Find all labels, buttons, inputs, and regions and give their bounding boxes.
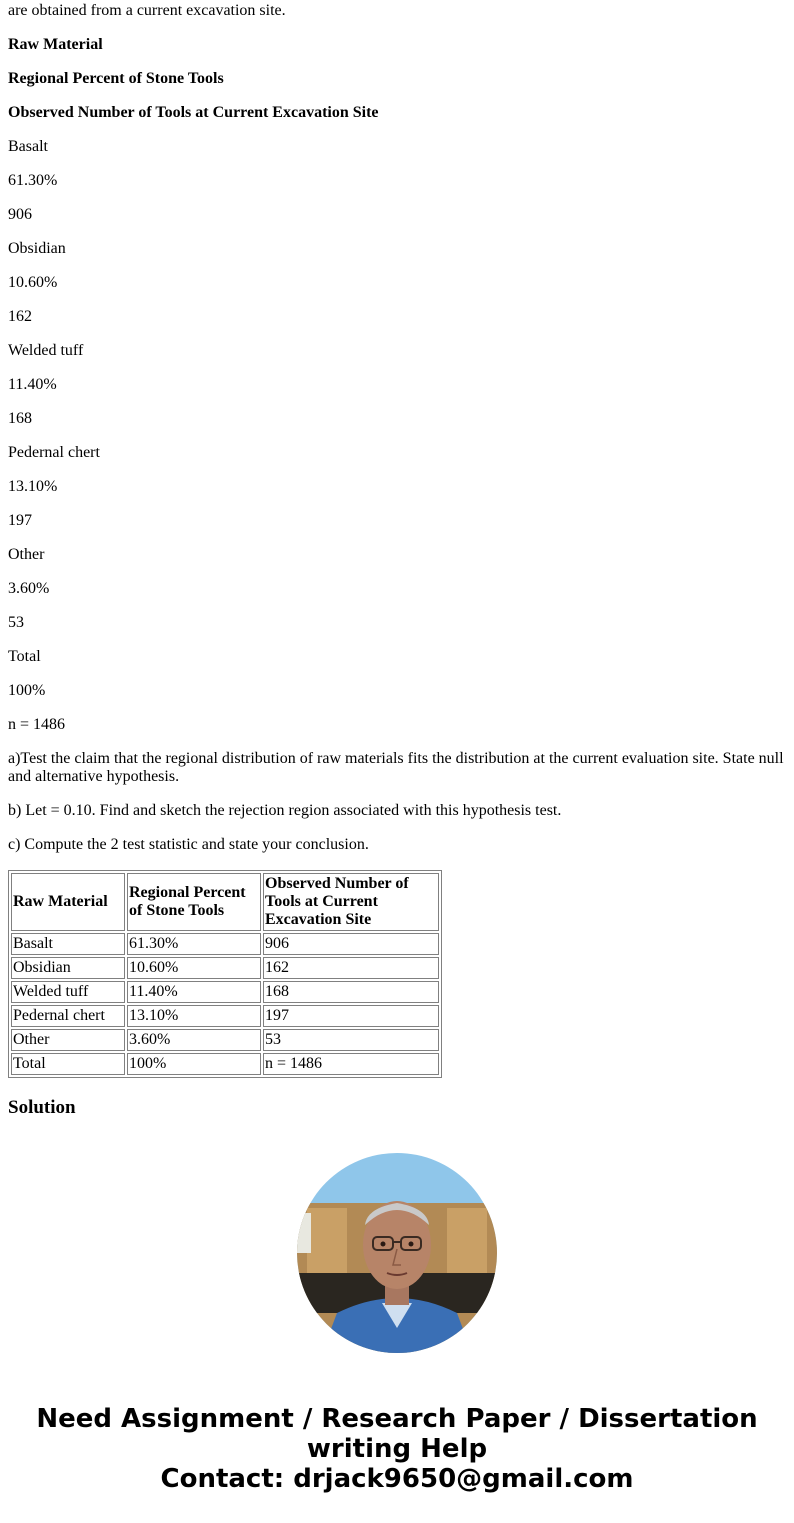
- value-total-count: n = 1486: [8, 716, 66, 733]
- promo-banner: [0, 1404, 794, 1494]
- question-c: c) Compute the 2 test statistic and state your conclusion.: [8, 836, 369, 853]
- table-cell: 168: [263, 981, 439, 1003]
- value-pedernal-chert-percent: 13.10%: [8, 478, 58, 495]
- portrait-image: [297, 1153, 497, 1353]
- table-row: [11, 933, 439, 955]
- value-total: Total: [8, 648, 41, 665]
- header-raw-material: Raw Material: [8, 36, 103, 53]
- data-table: [8, 870, 442, 1078]
- value-pedernal-chert: Pedernal chert: [8, 444, 100, 461]
- table-row: [11, 957, 439, 979]
- table-cell: 162: [263, 957, 439, 979]
- avatar: [297, 1153, 497, 1353]
- header-regional-percent: Regional Percent of Stone Tools: [8, 70, 224, 87]
- value-basalt: Basalt: [8, 138, 48, 155]
- table-cell: Total: [11, 1053, 125, 1075]
- intro-tail: are obtained from a current excavation site.: [8, 2, 286, 19]
- question-b: b) Let = 0.10. Find and sketch the rejection region associated with this hypothesis test.: [8, 802, 562, 819]
- value-welded-tuff: Welded tuff: [8, 342, 84, 359]
- value-basalt-count: 906: [8, 206, 32, 223]
- value-basalt-percent: 61.30%: [8, 172, 58, 189]
- table-cell: 3.60%: [127, 1029, 261, 1051]
- document-body: [8, 0, 786, 1119]
- table-cell: 61.30%: [127, 933, 261, 955]
- table-cell: 906: [263, 933, 439, 955]
- table-cell: 53: [263, 1029, 439, 1051]
- table-cell: 100%: [127, 1053, 261, 1075]
- table-cell: 197: [263, 1005, 439, 1027]
- table-header-cell: Regional Percent of Stone Tools: [127, 873, 261, 931]
- promo-line-2: writing Help: [306, 1434, 488, 1464]
- value-obsidian-percent: 10.60%: [8, 274, 58, 291]
- table-cell: Welded tuff: [11, 981, 125, 1003]
- value-total-percent: 100%: [8, 682, 46, 699]
- table-cell: n = 1486: [263, 1053, 439, 1075]
- promo-contact: Contact: drjack9650@gmail.com: [160, 1464, 634, 1494]
- table-row: [11, 1005, 439, 1027]
- table-header-row: [11, 873, 439, 931]
- value-other: Other: [8, 546, 45, 563]
- solution-heading: Solution: [8, 1097, 76, 1118]
- value-obsidian-count: 162: [8, 308, 32, 325]
- value-welded-tuff-percent: 11.40%: [8, 376, 57, 393]
- table-header-cell: Observed Number of Tools at Current Excavation Site: [263, 873, 439, 931]
- question-a: a)Test the claim that the regional distribution of raw materials fits the distribution at the current evaluation site. State null and alternative hypothesis.: [8, 750, 784, 785]
- table-cell: Basalt: [11, 933, 125, 955]
- header-observed-number: Observed Number of Tools at Current Excavation Site: [8, 104, 379, 121]
- table-cell: 10.60%: [127, 957, 261, 979]
- value-other-percent: 3.60%: [8, 580, 50, 597]
- table-cell: 11.40%: [127, 981, 261, 1003]
- value-pedernal-chert-count: 197: [8, 512, 32, 529]
- value-obsidian: Obsidian: [8, 240, 66, 257]
- table-row: [11, 1053, 439, 1075]
- value-other-count: 53: [8, 614, 24, 631]
- table-cell: Pedernal chert: [11, 1005, 125, 1027]
- promo-line-1: Need Assignment / Research Paper / Dissertation: [36, 1404, 758, 1434]
- table-row: [11, 981, 439, 1003]
- table-cell: 13.10%: [127, 1005, 261, 1027]
- table-cell: Other: [11, 1029, 125, 1051]
- value-welded-tuff-count: 168: [8, 410, 32, 427]
- intro-text: [8, 0, 786, 20]
- table-header-cell: Raw Material: [11, 873, 125, 931]
- table-cell: Obsidian: [11, 957, 125, 979]
- table-row: [11, 1029, 439, 1051]
